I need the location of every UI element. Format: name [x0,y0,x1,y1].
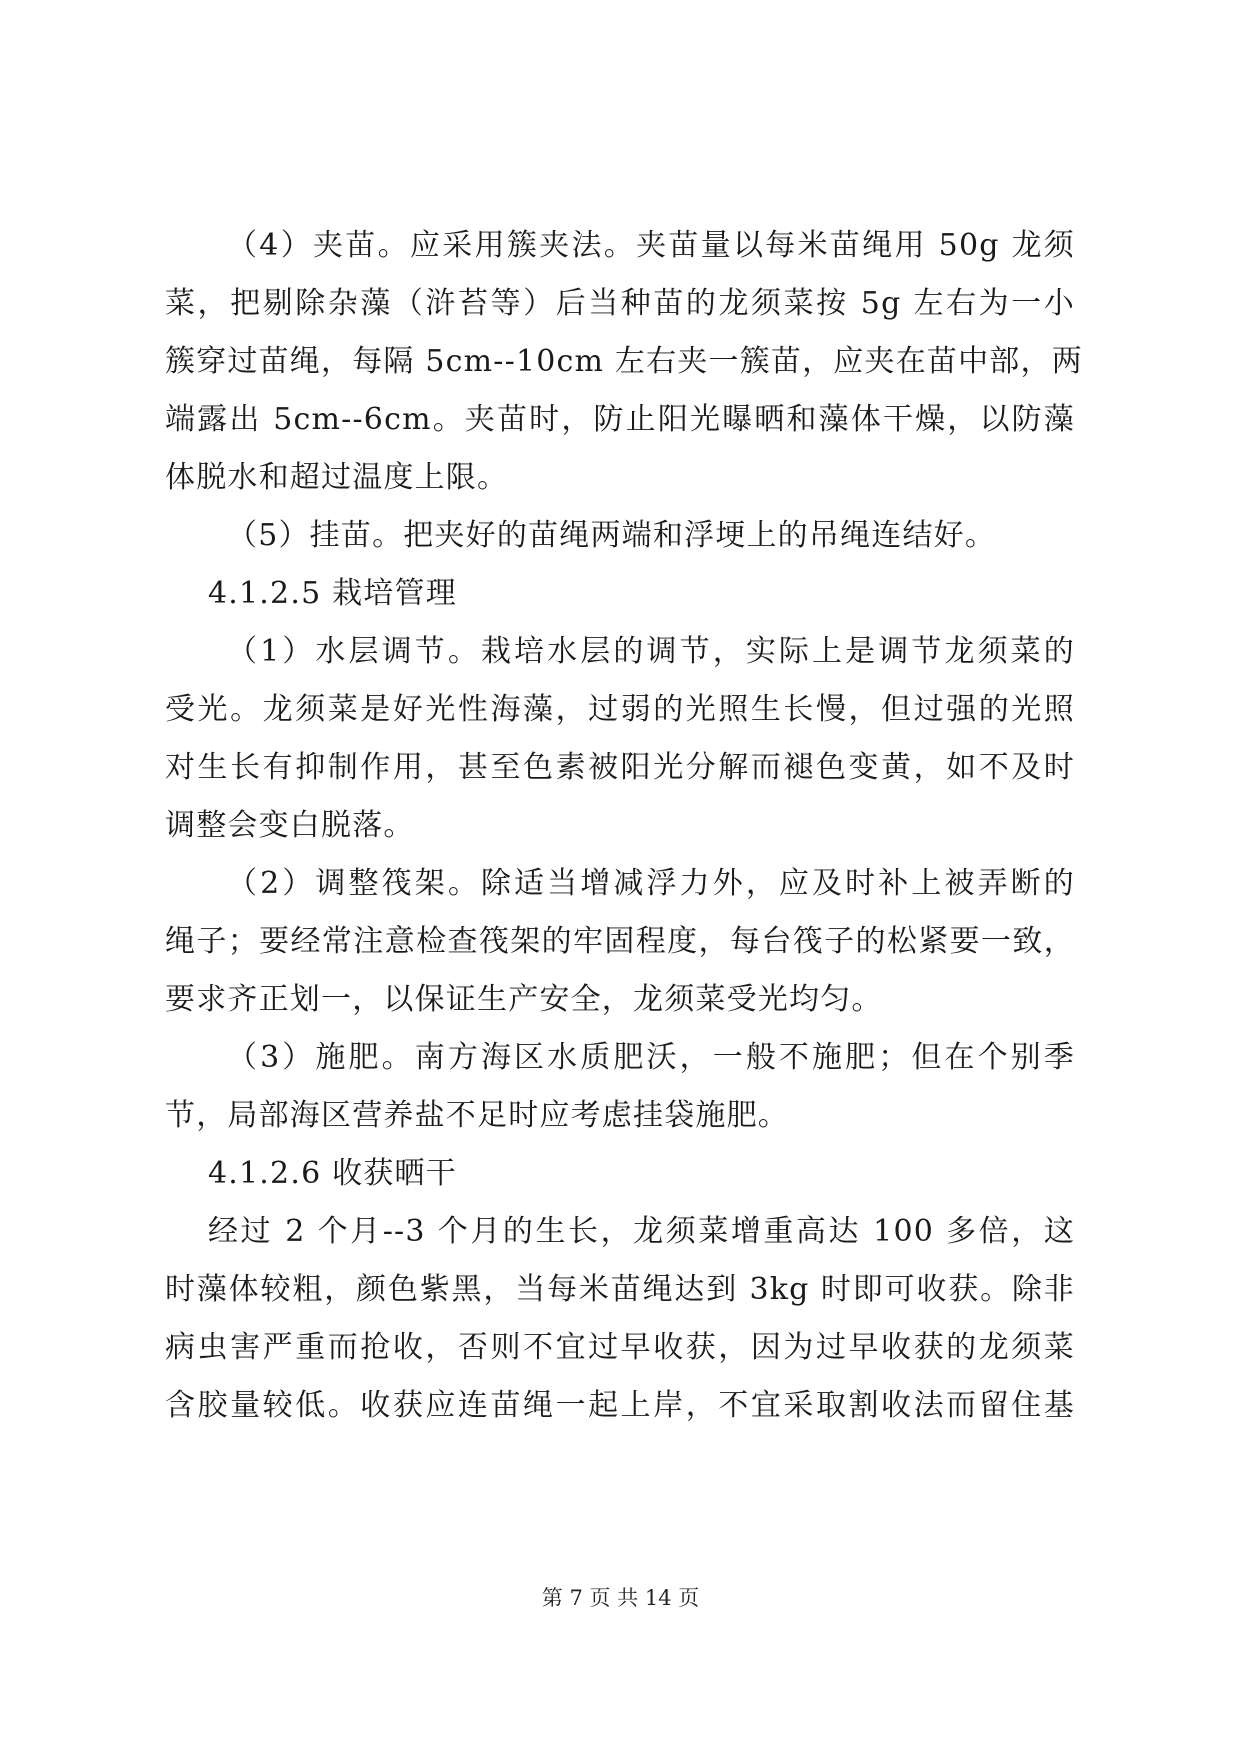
paragraph-1-line-3: 对生长有抑制作用，甚至色素被阳光分解而褪色变黄，如不及时 [165,750,1075,785]
paragraph-4-line-5: 体脱水和超过温度上限。 [165,460,509,495]
paragraph-4-line-4: 端露出 5cm--6cm。夹苗时，防止阳光曝晒和藻体干燥，以防藻 [165,402,1075,437]
page-number-footer: 第 7 页 共 14 页 [541,1586,700,1610]
harvest-paragraph-line-3: 病虫害严重而抢收，否则不宜过早收获，因为过早收获的龙须菜 [165,1330,1075,1365]
harvest-paragraph-line-2: 时藻体较粗，颜色紫黑，当每米苗绳达到 3kg 时即可收获。除非 [165,1272,1075,1307]
paragraph-2-line-2: 绳子；要经常注意检查筏架的牢固程度，每台筏子的松紧要一致， [165,924,1075,959]
section-heading-4-1-2-6: 4.1.2.6 收获晒干 [208,1156,457,1191]
paragraph-4-line-3: 簇穿过苗绳，每隔 5cm--10cm 左右夹一簇苗，应夹在苗中部，两 [165,344,1083,379]
paragraph-2-line-3: 要求齐正划一，以保证生产安全，龙须菜受光均匀。 [165,982,883,1017]
paragraph-5-line-1: （5）挂苗。把夹好的苗绳两端和浮埂上的吊绳连结好。 [227,518,997,553]
paragraph-3-line-2: 节，局部海区营养盐不足时应考虑挂袋施肥。 [165,1098,789,1133]
harvest-paragraph-line-4: 含胶量较低。收获应连苗绳一起上岸，不宜采取割收法而留住基 [165,1388,1075,1423]
paragraph-1-line-1: （1）水层调节。栽培水层的调节，实际上是调节龙须菜的 [227,634,1075,669]
harvest-paragraph-line-1: 经过 2 个月--3 个月的生长，龙须菜增重高达 100 多倍，这 [208,1214,1075,1249]
paragraph-1-line-4: 调整会变白脱落。 [165,808,415,843]
paragraph-1-line-2: 受光。龙须菜是好光性海藻，过弱的光照生长慢，但过强的光照 [165,692,1075,727]
paragraph-3-line-1: （3）施肥。南方海区水质肥沃，一般不施肥；但在个别季 [227,1040,1075,1075]
paragraph-4-line-1: （4）夹苗。应采用簇夹法。夹苗量以每米苗绳用 50g 龙须 [227,228,1075,263]
paragraph-2-line-1: （2）调整筏架。除适当增减浮力外，应及时补上被弄断的 [227,866,1075,901]
section-heading-4-1-2-5: 4.1.2.5 栽培管理 [208,576,457,611]
paragraph-4-line-2: 菜，把剔除杂藻（浒苔等）后当种苗的龙须菜按 5g 左右为一小 [165,286,1075,321]
